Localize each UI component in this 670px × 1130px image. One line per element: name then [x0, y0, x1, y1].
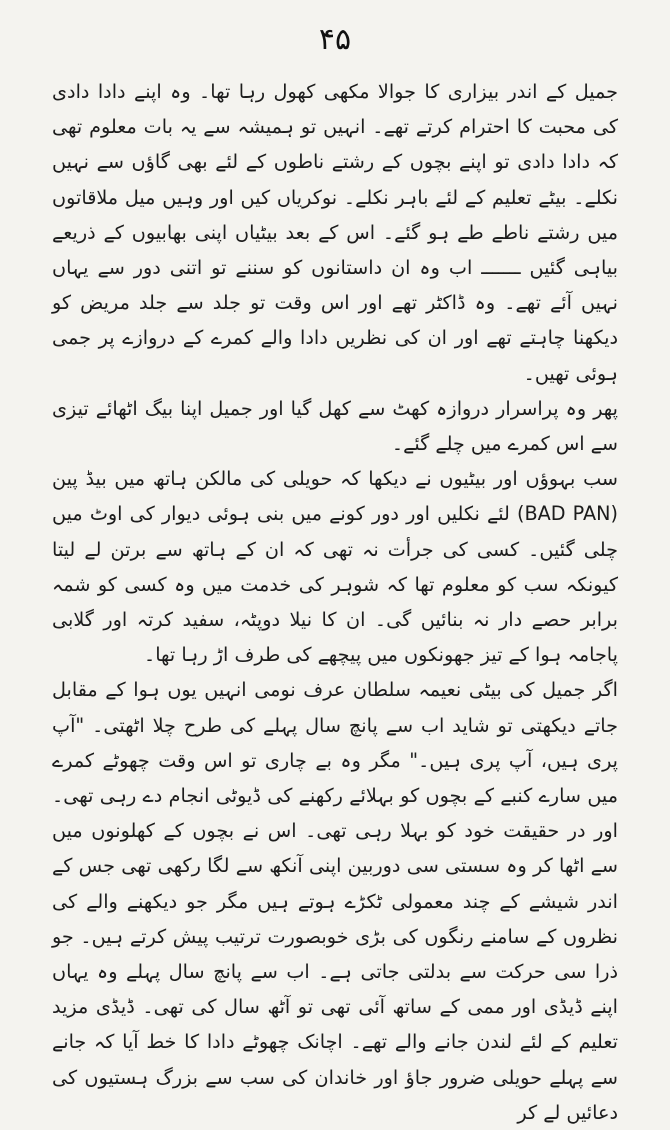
paragraph-4: اگر جمیل کی بیٹی نعیمہ سلطان عرف نومی انہیں یوں ہوا کے مقابل جاتے دیکھتی تو شاید اب سے پانچ سال پہلے کی طرح چلا اٹھتی۔ "آپ پری ہیں، آپ پری ہیں۔" مگر وہ بے چاری تو اس وقت چھوٹے کمرے میں سارے کنبے کے بچوں کو بہلائے رکھنے کی ڈیوٹی انجام دے رہی تھی۔ اور در حقیقت خود کو بہلا رہی تھی۔ اس نے بچوں کے کھلونوں میں سے اٹھا کر وہ سستی سی دوربین اپنی آنکھ سے لگا رکھی تھی جس کے اندر شیشے کے چند معمولی ٹکڑے ہوتے ہیں مگر جو دیکھنے والے کی نظروں کے سامنے رنگوں کی بڑی خوبصورت ترتیب پیش کرتے ہیں۔ جو ذرا سی حرکت سے بدلتی جاتی ہے۔ اب سے پانچ سال پہلے وہ یہاں اپنے ڈیڈی اور ممی کے ساتھ آئی تھی تو آٹھ سال کی تھی۔ ڈیڈی مزید تعلیم کے لئے لندن جانے والے تھے۔ اچانک چھوٹے دادا کا خط آیا کہ جانے سے پہلے حویلی ضرور جاؤ اور خاندان کی سب سے بزرگ ہستیوں کی دعائیں لے کر	[52, 678, 618, 1124]
paragraph-1: جمیل کے اندر بیزاری کا جوالا مکھی کھول رہا تھا۔ وہ اپنے دادا دادی کی محبت کا احترام کرتے تھے۔ انہیں تو ہمیشہ سے یہ بات معلوم تھی کہ دادا دادی تو اپنے بچوں کے رشتے ناطوں کے لئے بھی گاؤں سے نہیں نکلے۔ بیٹے تعلیم کے لئے باہر نکلے۔ نوکریاں کیں اور وہیں میل ملاقاتوں میں رشتے ناطے طے ہو گئے۔ اس کے بعد بیٹیاں اپنی بھابیوں کے ذریعے بیاہی گئیں ـــــــ اب وہ ان داستانوں کو سننے تو اتنی دور سے یہاں نہیں آئے تھے۔ وہ ڈاکٹر تھے اور اس وقت تو جلد سے جلد مریض کو دیکھنا چاہتے تھے اور ان کی نظریں دادا والے کمرے کے دروازے پر جمی ہوئی تھیں۔	[52, 80, 618, 385]
body-text	[52, 74, 618, 1130]
paragraph-3: سب بہوؤں اور بیٹیوں نے دیکھا کہ حویلی کی مالکن ہاتھ میں بیڈ پین (BAD PAN) لئے نکلیں اور دور کونے میں بنی ہوئی دیوار کی اوٹ میں چلی گئیں۔ کسی کی جرأت نہ تھی کہ ان کے ہاتھ سے برتن لے لیتا کیونکہ سب کو معلوم تھا کہ شوہر کی خدمت میں وہ کسی کو شمہ برابر حصے دار نہ بنائیں گی۔ ان کا نیلا دوپٹہ، سفید کرتہ اور گلابی پاجامہ ہوا کے تیز جھونکوں میں پیچھے کی طرف اڑ رہا تھا۔	[52, 467, 618, 667]
paragraph-2: پھر وہ پراسرار دروازہ کھٹ سے کھل گیا اور جمیل اپنا بیگ اٹھائے تیزی سے اس کمرے میں چلے گئے۔	[52, 396, 618, 456]
page-number: ۴۵	[318, 22, 352, 57]
